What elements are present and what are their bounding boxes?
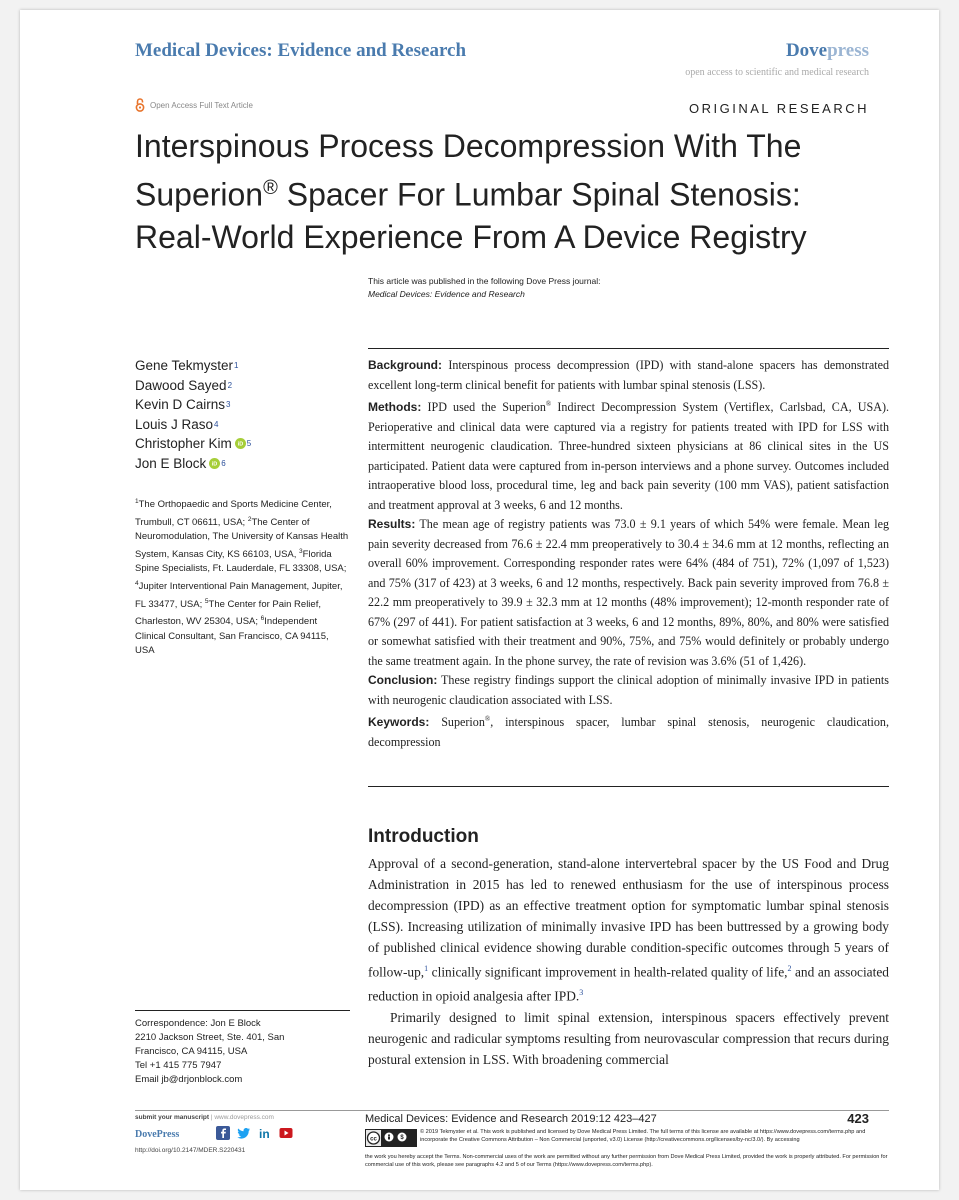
twitter-icon[interactable] [237, 1126, 251, 1140]
author-item[interactable] [135, 454, 251, 474]
svg-text:iD: iD [237, 441, 244, 448]
svg-text:cc: cc [370, 1136, 377, 1143]
page-number: 423 [847, 1111, 869, 1126]
orcid-icon[interactable] [209, 458, 220, 469]
correspondence-address: Francisco, CA 94115, USA [135, 1046, 248, 1057]
affiliation-text: The Center of Neuromodulation, The University of Kansas Health System, Kansas City, KS 66103, USA, [135, 516, 349, 560]
doi-link[interactable]: http://doi.org/10.2147/MDER.S220431 [135, 1147, 246, 1154]
introduction-body [368, 853, 889, 1070]
title-line-3: Real-World Experience From A Device Registry [135, 218, 807, 255]
dovepress-footer-logo[interactable]: DovePress [135, 1129, 180, 1140]
registered-mark: ® [545, 400, 552, 408]
title-line-2-rest: Spacer For Lumbar Spinal Stenosis: [277, 176, 801, 213]
correspondence-address: 2210 Jackson Street, Ste. 401, San [135, 1032, 285, 1043]
author-name: Gene Tekmyster [135, 358, 234, 373]
registered-mark: ® [484, 715, 491, 724]
intro-text: and an associated reduction in opioid analgesia after IPD. [368, 964, 889, 1004]
keywords-text-rest: , interspinous spacer, lumbar spinal stenosis, neurogenic claudication, decompression [368, 715, 889, 749]
introduction-heading: Introduction [368, 826, 479, 847]
author-affiliation-sup: 5 [246, 439, 252, 448]
article-title [135, 125, 915, 258]
author-affiliation-sup: 2 [227, 380, 233, 390]
intro-text: Approval of a second-generation, stand-alone intervertebral spacer by the US Food and Drug Administration in 2015 has led to renewed enthusiasm for the use of interspinous process decompression (IPD) as an effective treatment option for symptomatic lumbar spinal stenosis (LSS). Increasing utilization of minimally invasive IPD has been buttressed by a growing body of published clinical evidence showing durable condition-specific outcomes through 5 years of follow-up, [368, 856, 889, 980]
conclusion-label: Conclusion: [368, 673, 438, 688]
conclusion-text: These registry findings support the clinical adoption of minimally invasive IPD in patients with neurogenic claudication associated with LSS. [368, 673, 889, 707]
intro-text: clinically significant improvement in health-related quality of life, [428, 964, 788, 980]
affiliation-text: The Center for Pain Relief, Charleston, WV 25304, USA; [135, 598, 321, 628]
author-list [135, 356, 251, 473]
reference-link[interactable]: 1 [424, 964, 429, 973]
correspondence-rule [135, 1010, 350, 1011]
author-item[interactable] [135, 376, 251, 396]
author-item[interactable] [135, 434, 251, 454]
affiliation-sup: 1 [135, 498, 139, 505]
intro-paragraph [368, 853, 889, 1007]
tagline: open access to scientific and medical research [685, 67, 869, 78]
author-name: Louis J Raso [135, 416, 214, 432]
author-name: Christopher Kim [135, 436, 232, 451]
reference-link[interactable]: 2 [787, 964, 792, 973]
background-label: Background: [368, 358, 443, 372]
intro-paragraph: Primarily designed to limit spinal extension, interspinous spacers effectively prevent neurogenic and radicular symptoms resulting from neurovascular compression that recurs during postural extension in LSS. With broadening commercial [368, 1009, 889, 1067]
registered-mark: ® [263, 177, 278, 199]
methods-text: IPD used the Superion [421, 400, 546, 415]
methods-label: Methods: [368, 400, 422, 415]
author-name: Jon E Block [135, 455, 207, 471]
footer-rule [135, 1110, 889, 1111]
author-name: Kevin D Cairns [135, 397, 226, 412]
submit-manuscript-link[interactable] [135, 1114, 274, 1121]
license-text-continued: the work you hereby accept the Terms. Non-commercial uses of the work are permitted without any further permission from Dove Medical Press Limited, provided the work is properly attributed. For permission for commercial use of this work, please see paragraphs 4.2 and 5 of our Terms (https://www.dovepress.com/terms.php). [365, 1154, 888, 1169]
facebook-icon[interactable] [216, 1126, 230, 1140]
linkedin-icon[interactable] [258, 1126, 272, 1140]
affiliation-sup: 6 [260, 615, 265, 623]
author-item[interactable] [135, 415, 251, 435]
abstract-top-rule [368, 348, 889, 349]
article-type: ORIGINAL RESEARCH [689, 101, 869, 116]
author-item[interactable] [135, 395, 251, 415]
keywords-label: Keywords: [368, 715, 430, 730]
svg-text:$: $ [400, 1135, 404, 1142]
open-access-icon [135, 98, 145, 112]
publication-note-line-1: This article was published in the following Dove Press journal: [368, 276, 601, 286]
footer-journal-reference: Medical Devices: Evidence and Research 2019:12 423–427 [365, 1113, 657, 1125]
abstract-bottom-rule [368, 786, 889, 787]
svg-text:in: in [259, 1127, 270, 1140]
brand-part1: Dove [785, 40, 828, 61]
abstract [368, 356, 889, 752]
affiliations [135, 495, 350, 659]
correspondence-email[interactable]: Email jb@drjonblock.com [135, 1074, 243, 1085]
creative-commons-badge[interactable] [365, 1129, 417, 1147]
author-affiliation-sup: 6 [221, 458, 226, 468]
author-affiliation-sup: 3 [226, 400, 231, 409]
publication-note [368, 275, 600, 301]
results-label: Results: [368, 517, 416, 532]
affiliation-text: The Orthopaedic and Sports Medicine Center, Trumbull, CT 06611, USA; [135, 499, 332, 528]
affiliation-sup: 3 [299, 547, 303, 555]
publication-note-journal: Medical Devices: Evidence and Research [368, 289, 525, 299]
author-item[interactable] [135, 356, 251, 376]
keywords-text: Superion [429, 715, 485, 730]
correspondence-phone: Tel +1 415 775 7947 [135, 1060, 222, 1071]
author-affiliation-sup: 1 [234, 361, 239, 370]
brand-part2: press [827, 40, 869, 61]
svg-text:iD: iD [212, 461, 218, 468]
open-access-label [135, 98, 253, 112]
title-line-1: Interspinous Process Decompression With The [135, 128, 802, 164]
results-text: The mean age of registry patients was 73.0 ± 9.1 years of which 54% were female. Mean leg pain severity decreased from 76.6 ± 22.4 mm preoperatively to 30.4 ± 34.6 mm at 12 months, reflecting an overall 60% improvement. Corresponding responder rates were 64% (484 of 751), 72% (1,097 of 1,523) and 75% (317 of 423) at 3 weeks, 6 and 12 months, respectively. Back pain severity improved from 76.8 ± 22.2 mm preoperatively to 39.9 ± 32.3 mm at 12 months (48% improvement); 12-month responder rate of 67% (297 of 441). For patient satisfaction at 3 weeks, 6 and 12 months, 89%, 80%, and 80% were satisfied or somewhat satisfied with their treatment and 90%, 75%, and 75% would definitely or probably undergo the same treatment again. In the phone survey, the rate of revision was 3.6% (51 of 1,426). [368, 517, 889, 668]
social-links [216, 1126, 293, 1140]
affiliation-sup: 2 [247, 515, 252, 523]
author-affiliation-sup: 4 [214, 419, 219, 429]
title-product: Superion [135, 176, 264, 213]
correspondence [135, 1017, 350, 1087]
youtube-icon[interactable] [279, 1126, 293, 1140]
affiliation-sup: 4 [135, 579, 139, 587]
background-text: Interspinous process decompression (IPD) with stand-alone spacers has demonstrated excellent long-term clinical benefit for patients with lumbar spinal stenosis (LSS). [368, 358, 889, 392]
title-line-2 [135, 167, 915, 216]
methods-text-rest: Indirect Decompression System (Vertiflex, Carlsbad, CA, USA). Perioperative and clinical data were captured via a registry for patients treated with IPD for LSS with intermittent neurogenic claudication. Three-hundred sixteen physicians at 86 clinical sites in the US participated. Patient data were captured from in-person interviews and a phone survey. Outcomes included intraoperative blood loss, procedural time, leg and back pain severity (100 mm VAS), patient satisfaction and treatment approval at 3 weeks, 6 and 12 months. [368, 400, 889, 512]
reference-link[interactable]: 3 [579, 988, 584, 998]
dovepress-logo[interactable] [786, 40, 869, 62]
correspondence-name: Correspondence: Jon E Block [135, 1018, 261, 1029]
affiliation-text: Independent Clinical Consultant, San Francisco, CA 94115, USA [135, 616, 329, 657]
article-page [20, 10, 939, 1190]
submit-url: | www.dovepress.com [209, 1114, 274, 1121]
submit-label: submit your manuscript [135, 1114, 210, 1121]
affiliation-text: Jupiter Interventional Pain Management, Jupiter, FL 33477, USA; [135, 581, 343, 610]
license-text: © 2019 Tekmyster et al. This work is published and licensed by Dove Medical Press Limited. The full terms of this license are available at https://www.dovepress.com/terms.php and incorporate the Creative Commons Attribution – Non Commercial (unported, v3.0) License (http://creativecommons.org/licenses/by-nc/3.0/). By accessing [420, 1129, 866, 1144]
orcid-icon[interactable] [235, 438, 246, 449]
journal-name[interactable]: Medical Devices: Evidence and Research [135, 40, 467, 61]
affiliation-text: Florida Spine Specialists, Ft. Lauderdale, FL 33308, USA; [135, 548, 347, 575]
open-access-text: Open Access Full Text Article [150, 100, 254, 110]
author-name: Dawood Sayed [135, 377, 227, 393]
affiliation-sup: 5 [204, 597, 209, 605]
